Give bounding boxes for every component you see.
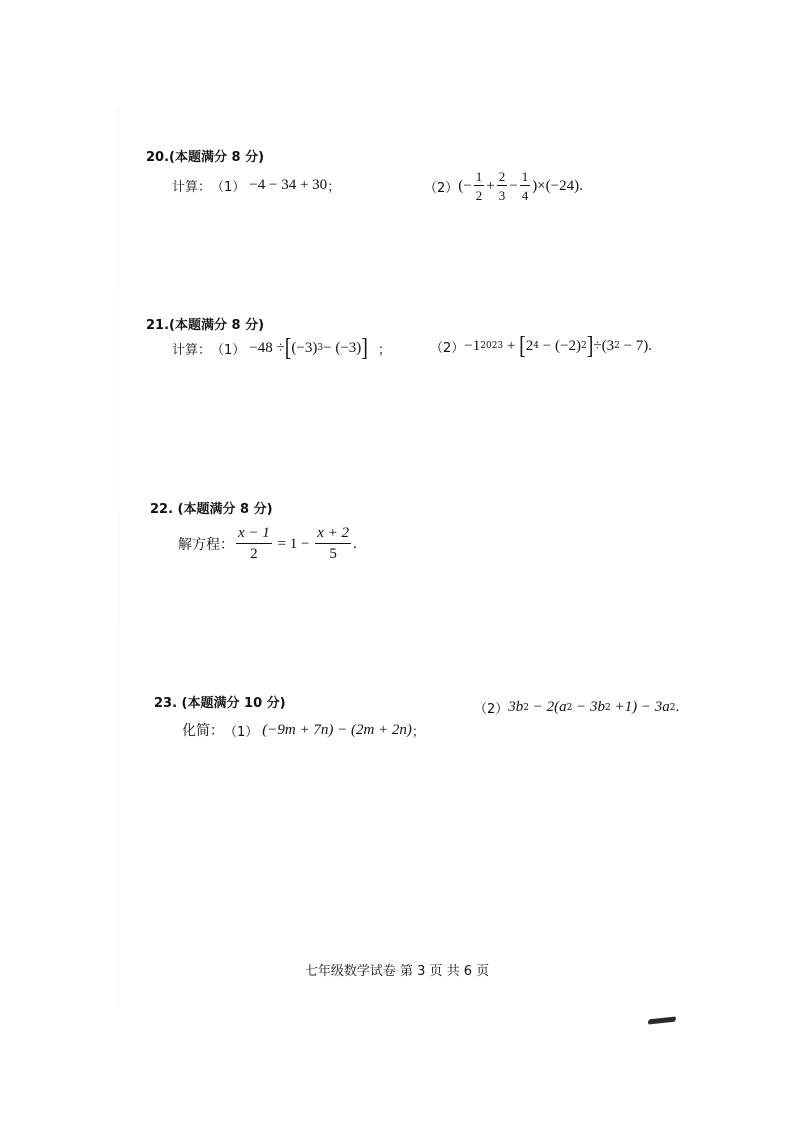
part-label: （2）	[424, 180, 459, 196]
term: 3b	[508, 699, 524, 715]
expression-open: (−	[458, 177, 472, 194]
denominator: 3	[498, 188, 506, 203]
denominator: 2	[250, 546, 258, 562]
denominator: 5	[329, 546, 337, 562]
question-20-part-1	[172, 176, 340, 195]
term: (−3)	[291, 339, 318, 356]
instruction: 计算：	[172, 180, 212, 195]
numerator: 1	[475, 169, 483, 184]
part-label: （1）	[224, 724, 259, 740]
period: .	[352, 535, 357, 552]
expression: −4 − 34 + 30	[249, 177, 328, 193]
right-bracket: ]	[586, 332, 594, 360]
term: − 7).	[619, 337, 653, 354]
expression: −48 ÷	[249, 339, 285, 356]
question-header: 21.(本题满分 8 分)	[146, 318, 265, 333]
page-footer: 七年级数学试卷 第 3 页 共 6 页	[304, 964, 490, 979]
term: ÷(3	[593, 337, 615, 354]
fraction	[520, 170, 531, 202]
denominator: 4	[521, 188, 529, 203]
term: − 3b	[572, 699, 605, 715]
separator: ；	[411, 724, 425, 740]
fraction	[315, 526, 351, 562]
term: −1	[464, 337, 481, 354]
question-23-part-1	[182, 720, 425, 740]
term: − (−2)	[539, 337, 581, 354]
term: − 2(a	[529, 699, 567, 715]
fraction	[474, 170, 485, 202]
left-bracket: [	[284, 334, 292, 362]
part-label: （1）	[211, 180, 246, 195]
term: +1) − 3a	[610, 699, 670, 715]
left-bracket: [	[519, 332, 526, 360]
operator: +	[486, 177, 495, 194]
question-20-part-2	[424, 170, 583, 202]
question-21-part-2: （2） −1 2023 + [ 2 4 − (−2) 2 ] ÷(3 2 − 7).	[430, 332, 653, 360]
fraction	[236, 526, 272, 562]
question-23-part-2: （2） 3b 2 − 2(a 2 − 3b 2 +1) − 3a 2 .	[474, 699, 680, 717]
instruction: 计算：	[172, 342, 212, 358]
question-22-equation	[178, 526, 357, 562]
instruction: 解方程：	[178, 537, 234, 553]
denominator: 2	[475, 188, 483, 203]
question-header: 22. (本题满分 8 分)	[150, 502, 273, 517]
question-21-part-1: 计算： （1） −48 ÷ [ (−3) 3 − (−3) ] ；	[172, 334, 391, 362]
part-label: （2）	[474, 702, 509, 717]
fraction	[497, 170, 508, 202]
term: − (−3)	[323, 339, 362, 356]
numerator: x − 1	[236, 526, 272, 544]
term: 2	[525, 337, 534, 354]
numerator: x + 2	[315, 526, 351, 544]
numerator: 2	[498, 169, 506, 184]
operator: +	[503, 337, 520, 354]
right-bracket: ]	[361, 334, 368, 362]
numerator: 1	[521, 169, 529, 184]
part-label: （2）	[430, 340, 465, 356]
operator: −	[509, 177, 518, 194]
scan-edge	[118, 108, 119, 1008]
operator: = 1 −	[273, 535, 314, 552]
ink-mark	[648, 1017, 676, 1025]
question-header: 20.(本题满分 8 分)	[146, 150, 265, 165]
expression: (−9m + 7n) − (2m + 2n)	[262, 721, 412, 738]
separator: ；	[377, 342, 391, 358]
instruction: 化简：	[182, 723, 224, 739]
part-label: （1）	[211, 342, 246, 358]
period: .	[675, 699, 680, 715]
expression-close: )×(−24).	[532, 177, 583, 194]
separator: ；	[327, 180, 341, 195]
question-header: 23. (本题满分 10 分)	[154, 696, 286, 711]
